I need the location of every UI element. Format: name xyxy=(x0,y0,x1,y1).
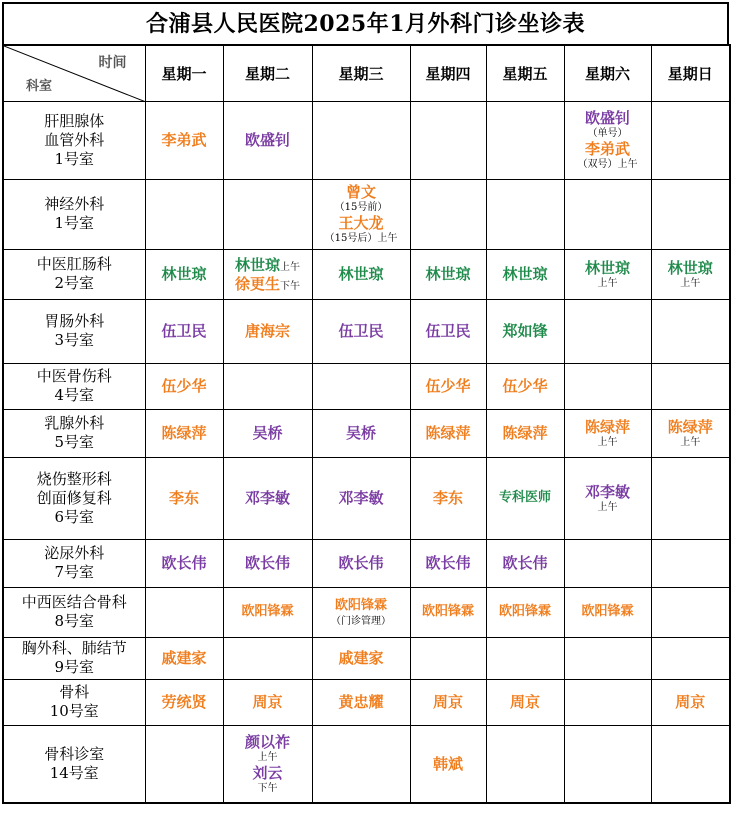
doctor-name: 唐海宗 xyxy=(244,322,290,340)
schedule-cell-thu xyxy=(410,725,486,803)
schedule-cell-mon xyxy=(145,725,223,803)
doctor-name: 欧长伟 xyxy=(338,554,384,572)
doctor-name: 陈绿萍 xyxy=(425,424,471,442)
dept-cell xyxy=(3,101,145,179)
doctor-entry xyxy=(411,377,486,395)
doctor-entry xyxy=(313,554,410,572)
dept-cell xyxy=(3,637,145,679)
dept-label-line: 2号室 xyxy=(54,274,95,292)
session-note: 下午 xyxy=(257,782,278,794)
schedule-cell-tue xyxy=(223,179,312,249)
doctor-name: 林世琼 xyxy=(667,258,713,277)
schedule-cell-sun xyxy=(651,409,730,457)
doctor-name: 欧盛钊 xyxy=(244,131,290,149)
doctor-name: 林世琼 xyxy=(584,258,630,277)
schedule-cell-mon xyxy=(145,179,223,249)
day-header-sat: 星期六 xyxy=(564,45,651,101)
doctor-entry xyxy=(313,214,410,245)
doctor-entry xyxy=(224,733,312,764)
table-row xyxy=(3,409,730,457)
schedule-cell-tue xyxy=(223,539,312,587)
schedule-cell-fri xyxy=(486,299,564,363)
session-note: （门诊管理） xyxy=(331,615,391,627)
doctor-name: 邓李敏 xyxy=(338,489,384,507)
schedule-cell-mon xyxy=(145,679,223,725)
schedule-cell-tue xyxy=(223,409,312,457)
doctor-entry xyxy=(313,265,410,283)
doctor-entry xyxy=(313,597,410,628)
doctor-entry xyxy=(146,131,223,149)
schedule-cell-mon xyxy=(145,363,223,409)
schedule-cell-mon xyxy=(145,299,223,363)
schedule-cell-tue xyxy=(223,249,312,299)
schedule-cell-wed xyxy=(312,679,410,725)
schedule-cell-sun xyxy=(651,457,730,539)
schedule-cell-sat xyxy=(564,249,651,299)
doctor-name: 郑如锋 xyxy=(502,322,548,340)
doctor-name: 曾文 xyxy=(345,183,376,201)
doctor-entry xyxy=(411,693,486,711)
table-row xyxy=(3,179,730,249)
dept-label-line: 血管外科 xyxy=(44,130,105,149)
schedule-cell-tue xyxy=(223,101,312,179)
schedule-cell-thu xyxy=(410,539,486,587)
session-note: （双号）上午 xyxy=(577,159,638,170)
dept-label-line: 骨科 xyxy=(59,683,90,701)
doctor-name: 戚建家 xyxy=(338,649,384,667)
doctor-name: 专科医师 xyxy=(498,490,551,505)
table-row xyxy=(3,539,730,587)
schedule-cell-sun xyxy=(651,679,730,725)
doctor-entry xyxy=(224,603,312,621)
session-note: 上午 xyxy=(597,436,618,448)
doctor-entry xyxy=(652,418,730,449)
schedule-cell-fri xyxy=(486,409,564,457)
session-note: （单号） xyxy=(587,128,628,139)
table-row xyxy=(3,637,730,679)
dept-cell xyxy=(3,725,145,803)
schedule-cell-wed xyxy=(312,725,410,803)
dept-label-line: 14号室 xyxy=(49,763,99,782)
doctor-name: 林世琼 xyxy=(234,256,280,274)
doctor-entry xyxy=(487,377,564,395)
dept-label-line: 8号室 xyxy=(54,612,95,630)
doctor-entry xyxy=(313,649,410,667)
doctor-name: 林世琼 xyxy=(338,265,384,283)
doctor-entry xyxy=(565,259,651,290)
doctor-entry xyxy=(487,489,564,507)
doctor-name: 刘云 xyxy=(252,763,283,782)
dept-label-line: 6号室 xyxy=(54,507,95,526)
doctor-entry xyxy=(565,603,651,621)
schedule-cell-fri xyxy=(486,679,564,725)
doctor-entry xyxy=(411,322,486,340)
dept-label-line: 泌尿外科 xyxy=(44,544,105,562)
schedule-cell-sun xyxy=(651,539,730,587)
schedule-cell-sat xyxy=(564,363,651,409)
table-row xyxy=(3,249,730,299)
session-note: （15号前） xyxy=(334,202,388,213)
doctor-entry xyxy=(411,603,486,621)
doctor-name: 欧阳锋霖 xyxy=(421,604,474,619)
header-row xyxy=(3,45,730,101)
doctor-name: 欧阳锋霖 xyxy=(241,604,294,619)
doctor-entry xyxy=(313,322,410,340)
dept-label-line: 肝胆腺体 xyxy=(44,111,105,130)
dept-cell xyxy=(3,299,145,363)
dept-label-line: 创面修复科 xyxy=(36,488,112,507)
schedule-cell-fri xyxy=(486,101,564,179)
schedule-cell-thu xyxy=(410,409,486,457)
doctor-name: 李东 xyxy=(432,489,463,507)
doctor-name: 欧盛钊 xyxy=(584,109,630,127)
doctor-entry xyxy=(313,693,410,711)
dept-label-line: 胃肠外科 xyxy=(44,312,105,330)
doctor-entry xyxy=(411,424,486,442)
dept-cell xyxy=(3,587,145,637)
day-header-tue: 星期二 xyxy=(223,45,312,101)
day-header-wed: 星期三 xyxy=(312,45,410,101)
dept-label-line: 1号室 xyxy=(54,149,95,168)
doctor-name: 欧长伟 xyxy=(425,554,471,572)
doctor-entry xyxy=(411,755,486,773)
doctor-entry xyxy=(652,259,730,290)
schedule-cell-sat xyxy=(564,179,651,249)
dept-label-line: 9号室 xyxy=(54,658,95,676)
doctor-entry xyxy=(487,603,564,621)
schedule-cell-mon xyxy=(145,249,223,299)
dept-label-line: 中医骨伤科 xyxy=(36,367,112,385)
schedule-cell-sun xyxy=(651,101,730,179)
schedule-cell-fri xyxy=(486,179,564,249)
schedule-cell-thu xyxy=(410,249,486,299)
session-note: 上午 xyxy=(680,277,701,289)
dept-label-line: 神经外科 xyxy=(44,195,105,213)
doctor-name: 吴桥 xyxy=(345,424,376,442)
schedule-cell-wed xyxy=(312,101,410,179)
schedule-cell-sun xyxy=(651,363,730,409)
schedule-sheet xyxy=(2,2,729,804)
schedule-cell-fri xyxy=(486,457,564,539)
table-row xyxy=(3,363,730,409)
schedule-cell-wed xyxy=(312,637,410,679)
doctor-name: 林世琼 xyxy=(161,265,207,283)
doctor-entry xyxy=(565,483,651,514)
doctor-name: 王大龙 xyxy=(338,214,384,232)
dept-label-line: 中医肛肠科 xyxy=(36,255,112,273)
schedule-cell-fri xyxy=(486,539,564,587)
schedule-cell-thu xyxy=(410,679,486,725)
page-title: 合浦县人民医院2025年1月外科门诊坐诊表 xyxy=(2,2,729,44)
schedule-cell-tue xyxy=(223,725,312,803)
doctor-entry xyxy=(146,322,223,340)
dept-label-line: 3号室 xyxy=(54,331,95,349)
schedule-cell-tue xyxy=(223,679,312,725)
session-note: 上午 xyxy=(680,436,701,448)
session-note: 上午 xyxy=(597,501,618,513)
schedule-cell-sat xyxy=(564,725,651,803)
schedule-cell-mon xyxy=(145,587,223,637)
doctor-name: 欧长伟 xyxy=(244,554,290,572)
table-row xyxy=(3,679,730,725)
schedule-cell-fri xyxy=(486,587,564,637)
doctor-entry xyxy=(146,489,223,507)
doctor-name: 周京 xyxy=(509,693,540,711)
doctor-name: 陈绿萍 xyxy=(584,417,630,436)
doctor-name: 伍少华 xyxy=(161,377,207,395)
doctor-entry xyxy=(565,109,651,140)
schedule-cell-wed xyxy=(312,363,410,409)
dept-label-line: 10号室 xyxy=(49,702,99,720)
doctor-name: 欧阳锋霖 xyxy=(581,604,634,619)
doctor-name: 林世琼 xyxy=(425,265,471,283)
dept-label-line: 中西医结合骨科 xyxy=(21,593,127,611)
day-header-thu: 星期四 xyxy=(410,45,486,101)
dept-cell xyxy=(3,179,145,249)
doctor-name: 韩斌 xyxy=(432,754,463,773)
dept-cell xyxy=(3,457,145,539)
corner-time-label: 时间 xyxy=(98,55,127,71)
schedule-cell-thu xyxy=(410,299,486,363)
schedule-cell-sat xyxy=(564,679,651,725)
doctor-name: 欧阳锋霖 xyxy=(334,597,387,613)
dept-cell xyxy=(3,679,145,725)
doctor-entry xyxy=(487,265,564,283)
doctor-entry xyxy=(487,554,564,572)
doctor-entry xyxy=(224,131,312,149)
doctor-entry xyxy=(487,693,564,711)
schedule-cell-mon xyxy=(145,409,223,457)
doctor-name: 伍卫民 xyxy=(338,322,384,340)
doctor-name: 周京 xyxy=(252,693,283,711)
doctor-name: 李弟武 xyxy=(161,131,207,149)
doctor-entry xyxy=(146,554,223,572)
day-header-fri: 星期五 xyxy=(486,45,564,101)
doctor-entry xyxy=(487,424,564,442)
schedule-cell-sat xyxy=(564,299,651,363)
doctor-name: 李弟武 xyxy=(584,140,630,158)
schedule-cell-mon xyxy=(145,457,223,539)
schedule-cell-wed xyxy=(312,179,410,249)
day-header-sun: 星期日 xyxy=(651,45,730,101)
doctor-entry xyxy=(313,424,410,442)
schedule-cell-sat xyxy=(564,101,651,179)
doctor-entry xyxy=(146,693,223,711)
table-row xyxy=(3,587,730,637)
doctor-name: 伍少华 xyxy=(502,377,548,395)
doctor-name: 欧长伟 xyxy=(161,554,207,572)
doctor-name: 欧阳锋霖 xyxy=(498,604,551,619)
schedule-cell-sat xyxy=(564,457,651,539)
table-row xyxy=(3,725,730,803)
dept-cell xyxy=(3,363,145,409)
schedule-cell-wed xyxy=(312,249,410,299)
doctor-name: 李东 xyxy=(168,489,199,507)
doctor-name: 陈绿萍 xyxy=(667,417,713,436)
session-note: 上午 xyxy=(257,751,278,763)
doctor-entry xyxy=(411,489,486,507)
schedule-cell-fri xyxy=(486,249,564,299)
schedule-cell-sat xyxy=(564,587,651,637)
dept-cell xyxy=(3,409,145,457)
doctor-entry xyxy=(146,377,223,395)
schedule-cell-wed xyxy=(312,539,410,587)
dept-label-line: 1号室 xyxy=(54,214,95,232)
schedule-cell-thu xyxy=(410,587,486,637)
doctor-entry xyxy=(224,424,312,442)
day-header-mon: 星期一 xyxy=(145,45,223,101)
dept-label-line: 4号室 xyxy=(54,386,95,404)
schedule-cell-sat xyxy=(564,409,651,457)
schedule-cell-thu xyxy=(410,637,486,679)
doctor-entry xyxy=(224,322,312,340)
doctor-name: 戚建家 xyxy=(161,649,207,667)
schedule-cell-sun xyxy=(651,249,730,299)
table-row xyxy=(3,299,730,363)
schedule-cell-fri xyxy=(486,725,564,803)
doctor-entry xyxy=(146,424,223,442)
table-row xyxy=(3,101,730,179)
schedule-cell-fri xyxy=(486,363,564,409)
doctor-entry xyxy=(411,554,486,572)
doctor-name: 吴桥 xyxy=(252,424,283,442)
schedule-cell-tue xyxy=(223,587,312,637)
session-note: （15号后）上午 xyxy=(324,233,398,244)
doctor-entry xyxy=(652,693,730,711)
dept-label-line: 乳腺外科 xyxy=(44,414,105,432)
schedule-table xyxy=(2,44,731,804)
schedule-cell-fri xyxy=(486,637,564,679)
doctor-entry xyxy=(565,140,651,171)
session-note: 上午 xyxy=(597,277,618,289)
schedule-cell-sat xyxy=(564,637,651,679)
doctor-entry xyxy=(224,764,312,795)
doctor-entry xyxy=(487,322,564,340)
corner-cell xyxy=(3,45,145,101)
doctor-name: 陈绿萍 xyxy=(161,424,207,442)
session-note: 上午 xyxy=(280,262,300,273)
schedule-cell-wed xyxy=(312,457,410,539)
dept-cell xyxy=(3,539,145,587)
doctor-name: 伍卫民 xyxy=(425,322,471,340)
doctor-name: 周京 xyxy=(675,693,706,711)
doctor-name: 陈绿萍 xyxy=(502,424,548,442)
schedule-cell-wed xyxy=(312,299,410,363)
schedule-cell-thu xyxy=(410,101,486,179)
schedule-cell-sun xyxy=(651,637,730,679)
schedule-cell-thu xyxy=(410,179,486,249)
doctor-entry xyxy=(224,693,312,711)
dept-label-line: 烧伤整形科 xyxy=(36,469,112,488)
doctor-entry xyxy=(313,183,410,214)
doctor-name: 林世琼 xyxy=(502,265,548,283)
dept-cell xyxy=(3,249,145,299)
schedule-cell-tue xyxy=(223,363,312,409)
dept-label-line: 5号室 xyxy=(54,433,95,451)
schedule-cell-mon xyxy=(145,637,223,679)
doctor-name: 颜以祚 xyxy=(244,732,290,751)
schedule-cell-tue xyxy=(223,637,312,679)
dept-label-line: 骨科诊室 xyxy=(44,744,105,763)
schedule-cell-sun xyxy=(651,587,730,637)
doctor-entry xyxy=(411,265,486,283)
doctor-entry xyxy=(224,274,312,293)
schedule-cell-tue xyxy=(223,457,312,539)
doctor-name: 邓李敏 xyxy=(584,482,630,501)
doctor-name: 邓李敏 xyxy=(244,489,290,507)
doctor-name: 欧长伟 xyxy=(502,554,548,572)
doctor-entry xyxy=(224,489,312,507)
doctor-entry xyxy=(224,255,312,274)
schedule-cell-tue xyxy=(223,299,312,363)
schedule-cell-sun xyxy=(651,725,730,803)
doctor-entry xyxy=(146,265,223,283)
session-note: 下午 xyxy=(280,281,300,292)
doctor-entry xyxy=(224,554,312,572)
doctor-name: 伍卫民 xyxy=(161,322,207,340)
schedule-cell-mon xyxy=(145,539,223,587)
schedule-cell-thu xyxy=(410,363,486,409)
table-row xyxy=(3,457,730,539)
schedule-cell-wed xyxy=(312,587,410,637)
doctor-entry xyxy=(146,649,223,667)
schedule-cell-sat xyxy=(564,539,651,587)
doctor-name: 徐更生 xyxy=(234,275,280,293)
doctor-name: 周京 xyxy=(432,693,463,711)
schedule-cell-sun xyxy=(651,179,730,249)
schedule-cell-mon xyxy=(145,101,223,179)
schedule-cell-wed xyxy=(312,409,410,457)
corner-dept-label: 科室 xyxy=(26,78,53,94)
doctor-name: 黄忠耀 xyxy=(338,693,384,711)
schedule-cell-sun xyxy=(651,299,730,363)
doctor-name: 伍少华 xyxy=(425,377,471,395)
doctor-entry xyxy=(313,489,410,507)
doctor-entry xyxy=(565,418,651,449)
schedule-cell-thu xyxy=(410,457,486,539)
doctor-name: 劳统贤 xyxy=(161,693,207,711)
dept-label-line: 7号室 xyxy=(54,563,95,581)
dept-label-line: 胸外科、肺结节 xyxy=(21,639,127,657)
